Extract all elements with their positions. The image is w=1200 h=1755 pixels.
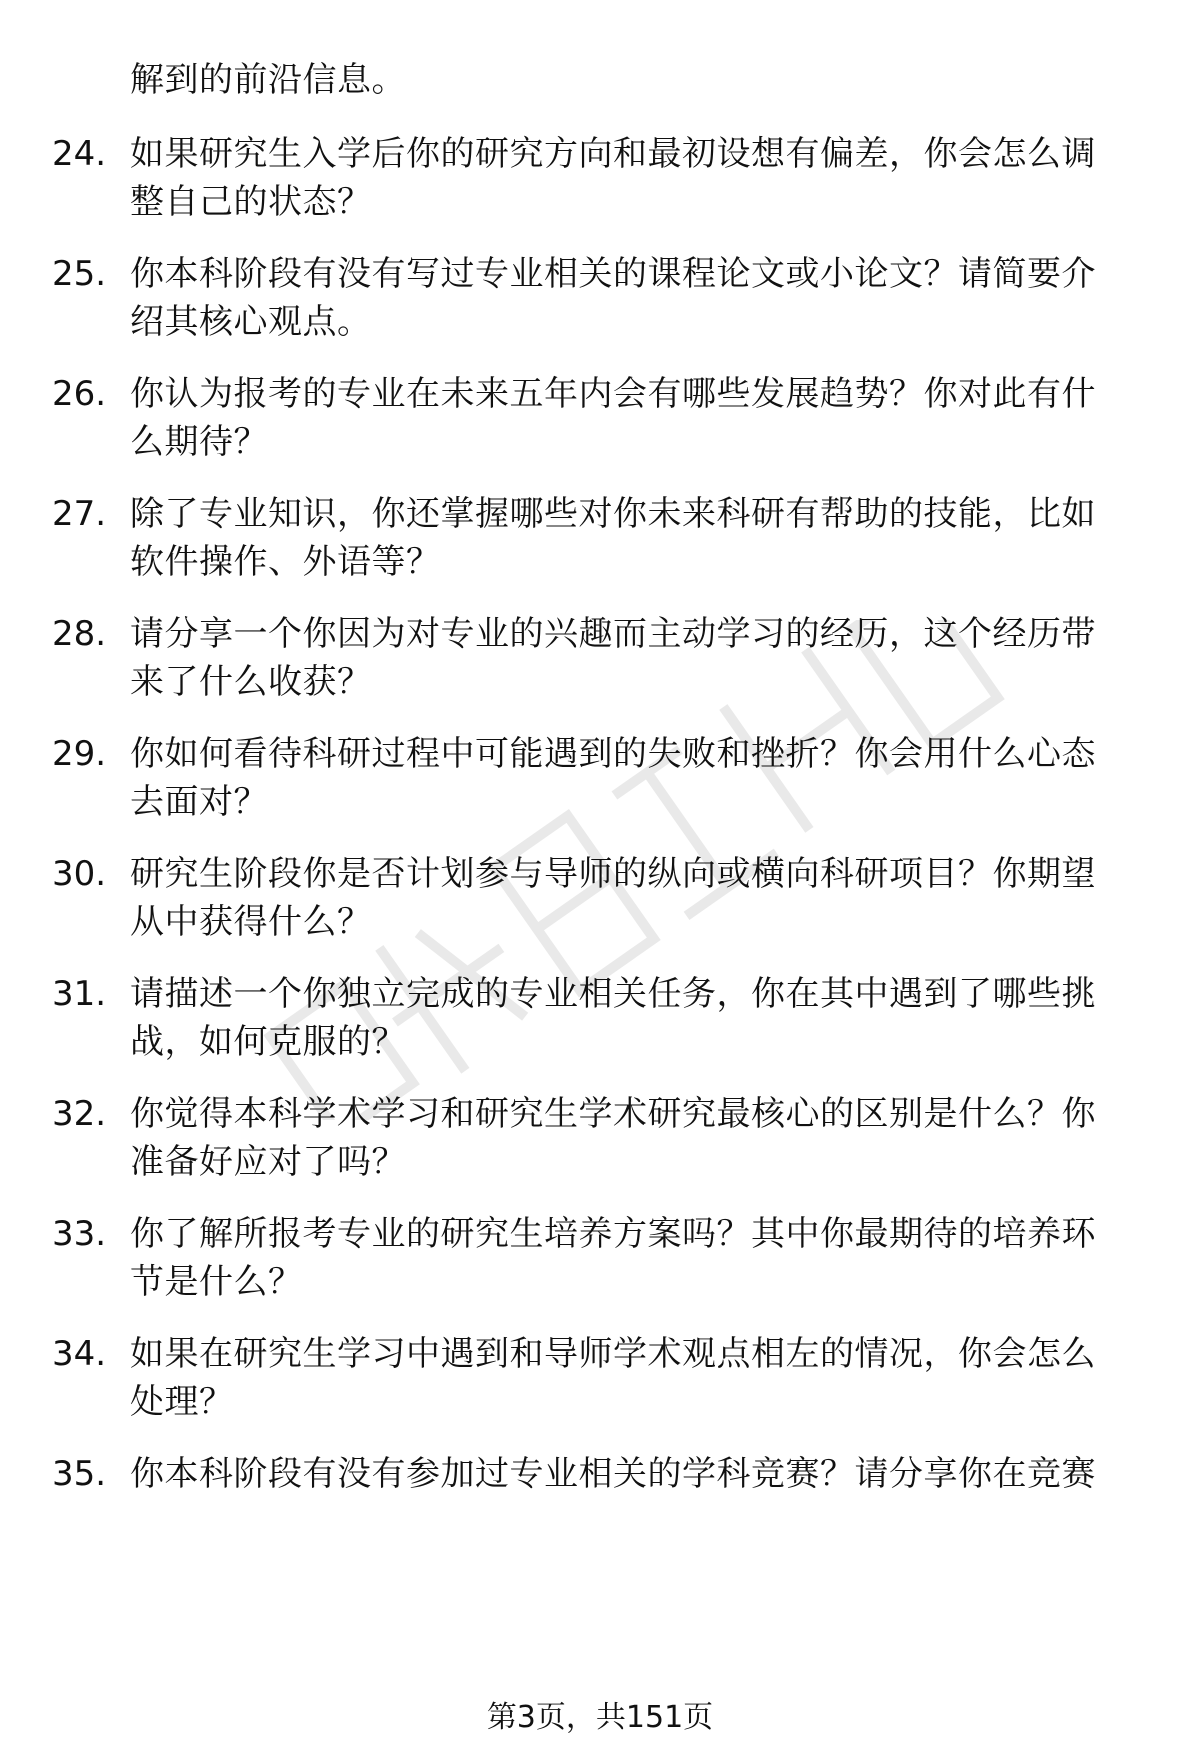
item-text-line-2: 整自己的状态？ xyxy=(130,182,372,222)
item-text-line-2: 么期待？ xyxy=(130,422,268,462)
item-text-line-2: 节是什么？ xyxy=(130,1262,303,1302)
page-footer: 第3页，共151页 xyxy=(486,1700,714,1735)
item-number: 26. xyxy=(52,374,107,414)
item-number: 31. xyxy=(52,974,107,1014)
item-text-line-2: 准备好应对了吗？ xyxy=(130,1142,406,1182)
item-number: 30. xyxy=(52,854,107,894)
item-number: 28. xyxy=(52,614,107,654)
item-text-line-1: 你本科阶段有没有参加过专业相关的学科竞赛？请分享你在竞赛 xyxy=(130,1454,1096,1494)
item-text-line-1: 请分享一个你因为对专业的兴趣而主动学习的经历，这个经历带 xyxy=(130,614,1096,654)
item-number: 34. xyxy=(52,1334,107,1374)
item-number: 25. xyxy=(52,254,107,294)
item-text-line-1: 你本科阶段有没有写过专业相关的课程论文或小论文？请简要介 xyxy=(130,254,1096,294)
item-text-line-2: 绍其核心观点。 xyxy=(130,302,372,342)
item-text-line-1: 研究生阶段你是否计划参与导师的纵向或横向科研项目？你期望 xyxy=(130,854,1096,894)
item-text-line-1: 除了专业知识，你还掌握哪些对你未来科研有帮助的技能，比如 xyxy=(130,494,1096,534)
item-text-line-1: 你了解所报考专业的研究生培养方案吗？其中你最期待的培养环 xyxy=(130,1214,1096,1254)
item-text-line-2: 从中获得什么？ xyxy=(130,902,372,942)
item-number: 33. xyxy=(52,1214,107,1254)
item-number: 35. xyxy=(52,1454,107,1494)
item-text-line-2: 去面对？ xyxy=(130,782,268,822)
item-number: 29. xyxy=(52,734,107,774)
item-text-line-2: 来了什么收获？ xyxy=(130,662,372,702)
item-text-line-1: 你觉得本科学术学习和研究生学术研究最核心的区别是什么？你 xyxy=(130,1094,1096,1134)
item-text-line-1: 你如何看待科研过程中可能遇到的失败和挫折？你会用什么心态 xyxy=(130,734,1096,774)
item-number: 32. xyxy=(52,1094,107,1134)
item-text-line-2: 战，如何克服的？ xyxy=(130,1022,406,1062)
item-text-line-1: 如果研究生入学后你的研究方向和最初设想有偏差，你会怎么调 xyxy=(130,134,1096,174)
intro-line: 解到的前沿信息。 xyxy=(130,60,406,100)
item-number: 24. xyxy=(52,134,107,174)
item-text-line-1: 请描述一个你独立完成的专业相关任务，你在其中遇到了哪些挑 xyxy=(130,974,1096,1014)
item-text-line-1: 你认为报考的专业在未来五年内会有哪些发展趋势？你对此有什 xyxy=(130,374,1096,414)
item-text-line-2: 软件操作、外语等？ xyxy=(130,542,441,582)
item-text-line-2: 处理？ xyxy=(130,1382,234,1422)
item-text-line-1: 如果在研究生学习中遇到和导师学术观点相左的情况，你会怎么 xyxy=(130,1334,1096,1374)
item-number: 27. xyxy=(52,494,107,534)
